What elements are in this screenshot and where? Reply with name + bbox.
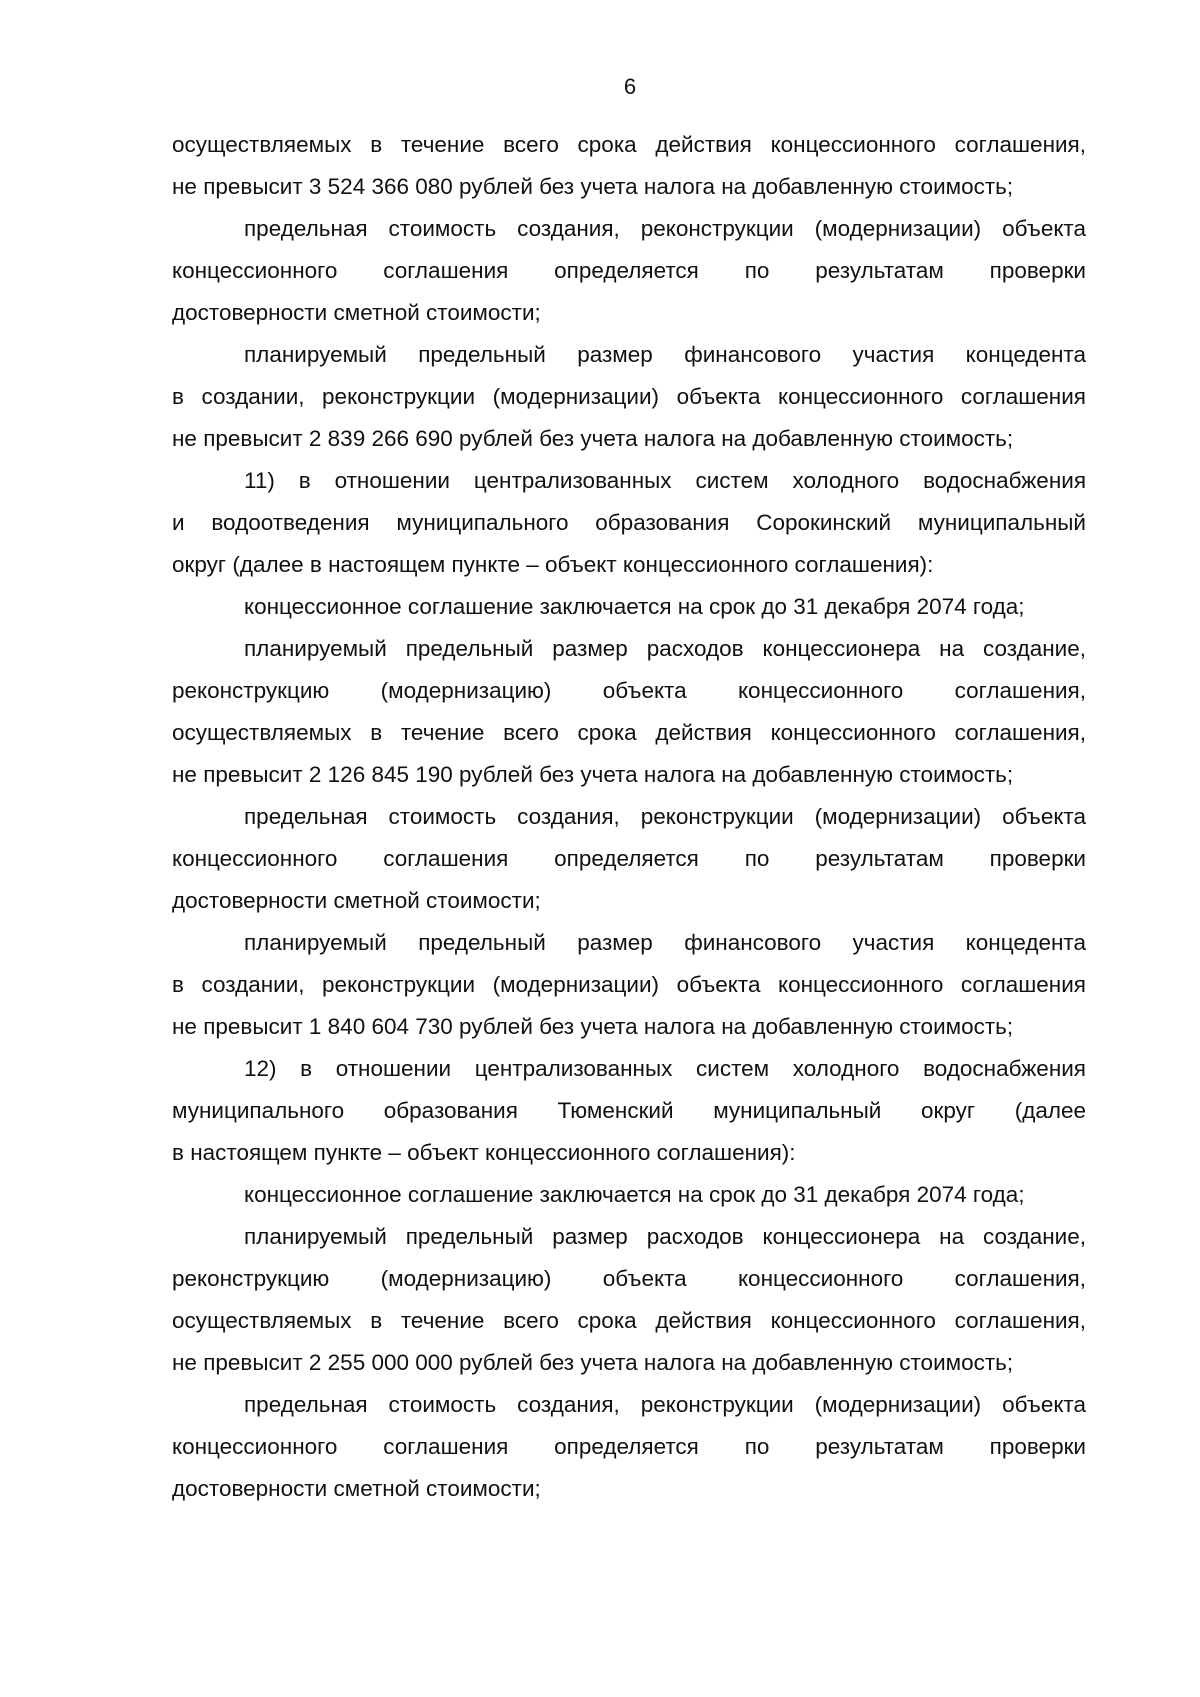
text-line: достоверности сметной стоимости; xyxy=(172,300,541,325)
text-line: не превысит 2 255 000 000 рублей без учета налога на добавленную стоимость; xyxy=(172,1350,1014,1375)
text-line: планируемый предельный размер расходов концессионера на создание, xyxy=(244,1224,1086,1249)
text-line: достоверности сметной стоимости; xyxy=(172,888,541,913)
text-line: предельная стоимость создания, реконструкции (модернизации) объекта xyxy=(244,216,1086,241)
text-line: планируемый предельный размер финансового участия концедента xyxy=(244,342,1086,367)
text-line: планируемый предельный размер финансового участия концедента xyxy=(244,930,1086,955)
text-line: не превысит 3 524 366 080 рублей без учета налога на добавленную стоимость; xyxy=(172,174,1014,199)
text-line: 11) в отношении централизованных систем холодного водоснабжения xyxy=(244,468,1086,493)
text-line: достоверности сметной стоимости; xyxy=(172,1476,541,1501)
document-body xyxy=(172,124,1086,1510)
text-line: осуществляемых в течение всего срока действия концессионного соглашения, xyxy=(172,1308,1086,1333)
text-line: предельная стоимость создания, реконструкции (модернизации) объекта xyxy=(244,1392,1086,1417)
text-line: концессионное соглашение заключается на срок до 31 декабря 2074 года; xyxy=(244,594,1025,619)
text-line: 12) в отношении централизованных систем холодного водоснабжения xyxy=(244,1056,1086,1081)
text-line: планируемый предельный размер расходов концессионера на создание, xyxy=(244,636,1086,661)
text-line: реконструкцию (модернизацию) объекта концессионного соглашения, xyxy=(172,1266,1086,1291)
page-number: 6 xyxy=(623,74,637,99)
text-line: округ (далее в настоящем пункте – объект концессионного соглашения): xyxy=(172,552,934,577)
text-line: реконструкцию (модернизацию) объекта концессионного соглашения, xyxy=(172,678,1086,703)
text-line: в создании, реконструкции (модернизации) объекта концессионного соглашения xyxy=(172,972,1086,997)
text-line: не превысит 1 840 604 730 рублей без учета налога на добавленную стоимость; xyxy=(172,1014,1014,1039)
text-line: концессионного соглашения определяется по результатам проверки xyxy=(172,258,1086,283)
text-line: осуществляемых в течение всего срока действия концессионного соглашения, xyxy=(172,132,1086,157)
text-line: не превысит 2 126 845 190 рублей без учета налога на добавленную стоимость; xyxy=(172,762,1014,787)
text-line: концессионного соглашения определяется по результатам проверки xyxy=(172,1434,1086,1459)
text-line: концессионного соглашения определяется по результатам проверки xyxy=(172,846,1086,871)
text-line: осуществляемых в течение всего срока действия концессионного соглашения, xyxy=(172,720,1086,745)
text-line: и водоотведения муниципального образования Сорокинский муниципальный xyxy=(172,510,1086,535)
text-line: муниципального образования Тюменский муниципальный округ (далее xyxy=(172,1098,1086,1123)
text-line: в настоящем пункте – объект концессионного соглашения): xyxy=(172,1140,796,1165)
text-line: в создании, реконструкции (модернизации) объекта концессионного соглашения xyxy=(172,384,1086,409)
text-line: не превысит 2 839 266 690 рублей без учета налога на добавленную стоимость; xyxy=(172,426,1014,451)
text-line: концессионное соглашение заключается на срок до 31 декабря 2074 года; xyxy=(244,1182,1025,1207)
text-line: предельная стоимость создания, реконструкции (модернизации) объекта xyxy=(244,804,1086,829)
